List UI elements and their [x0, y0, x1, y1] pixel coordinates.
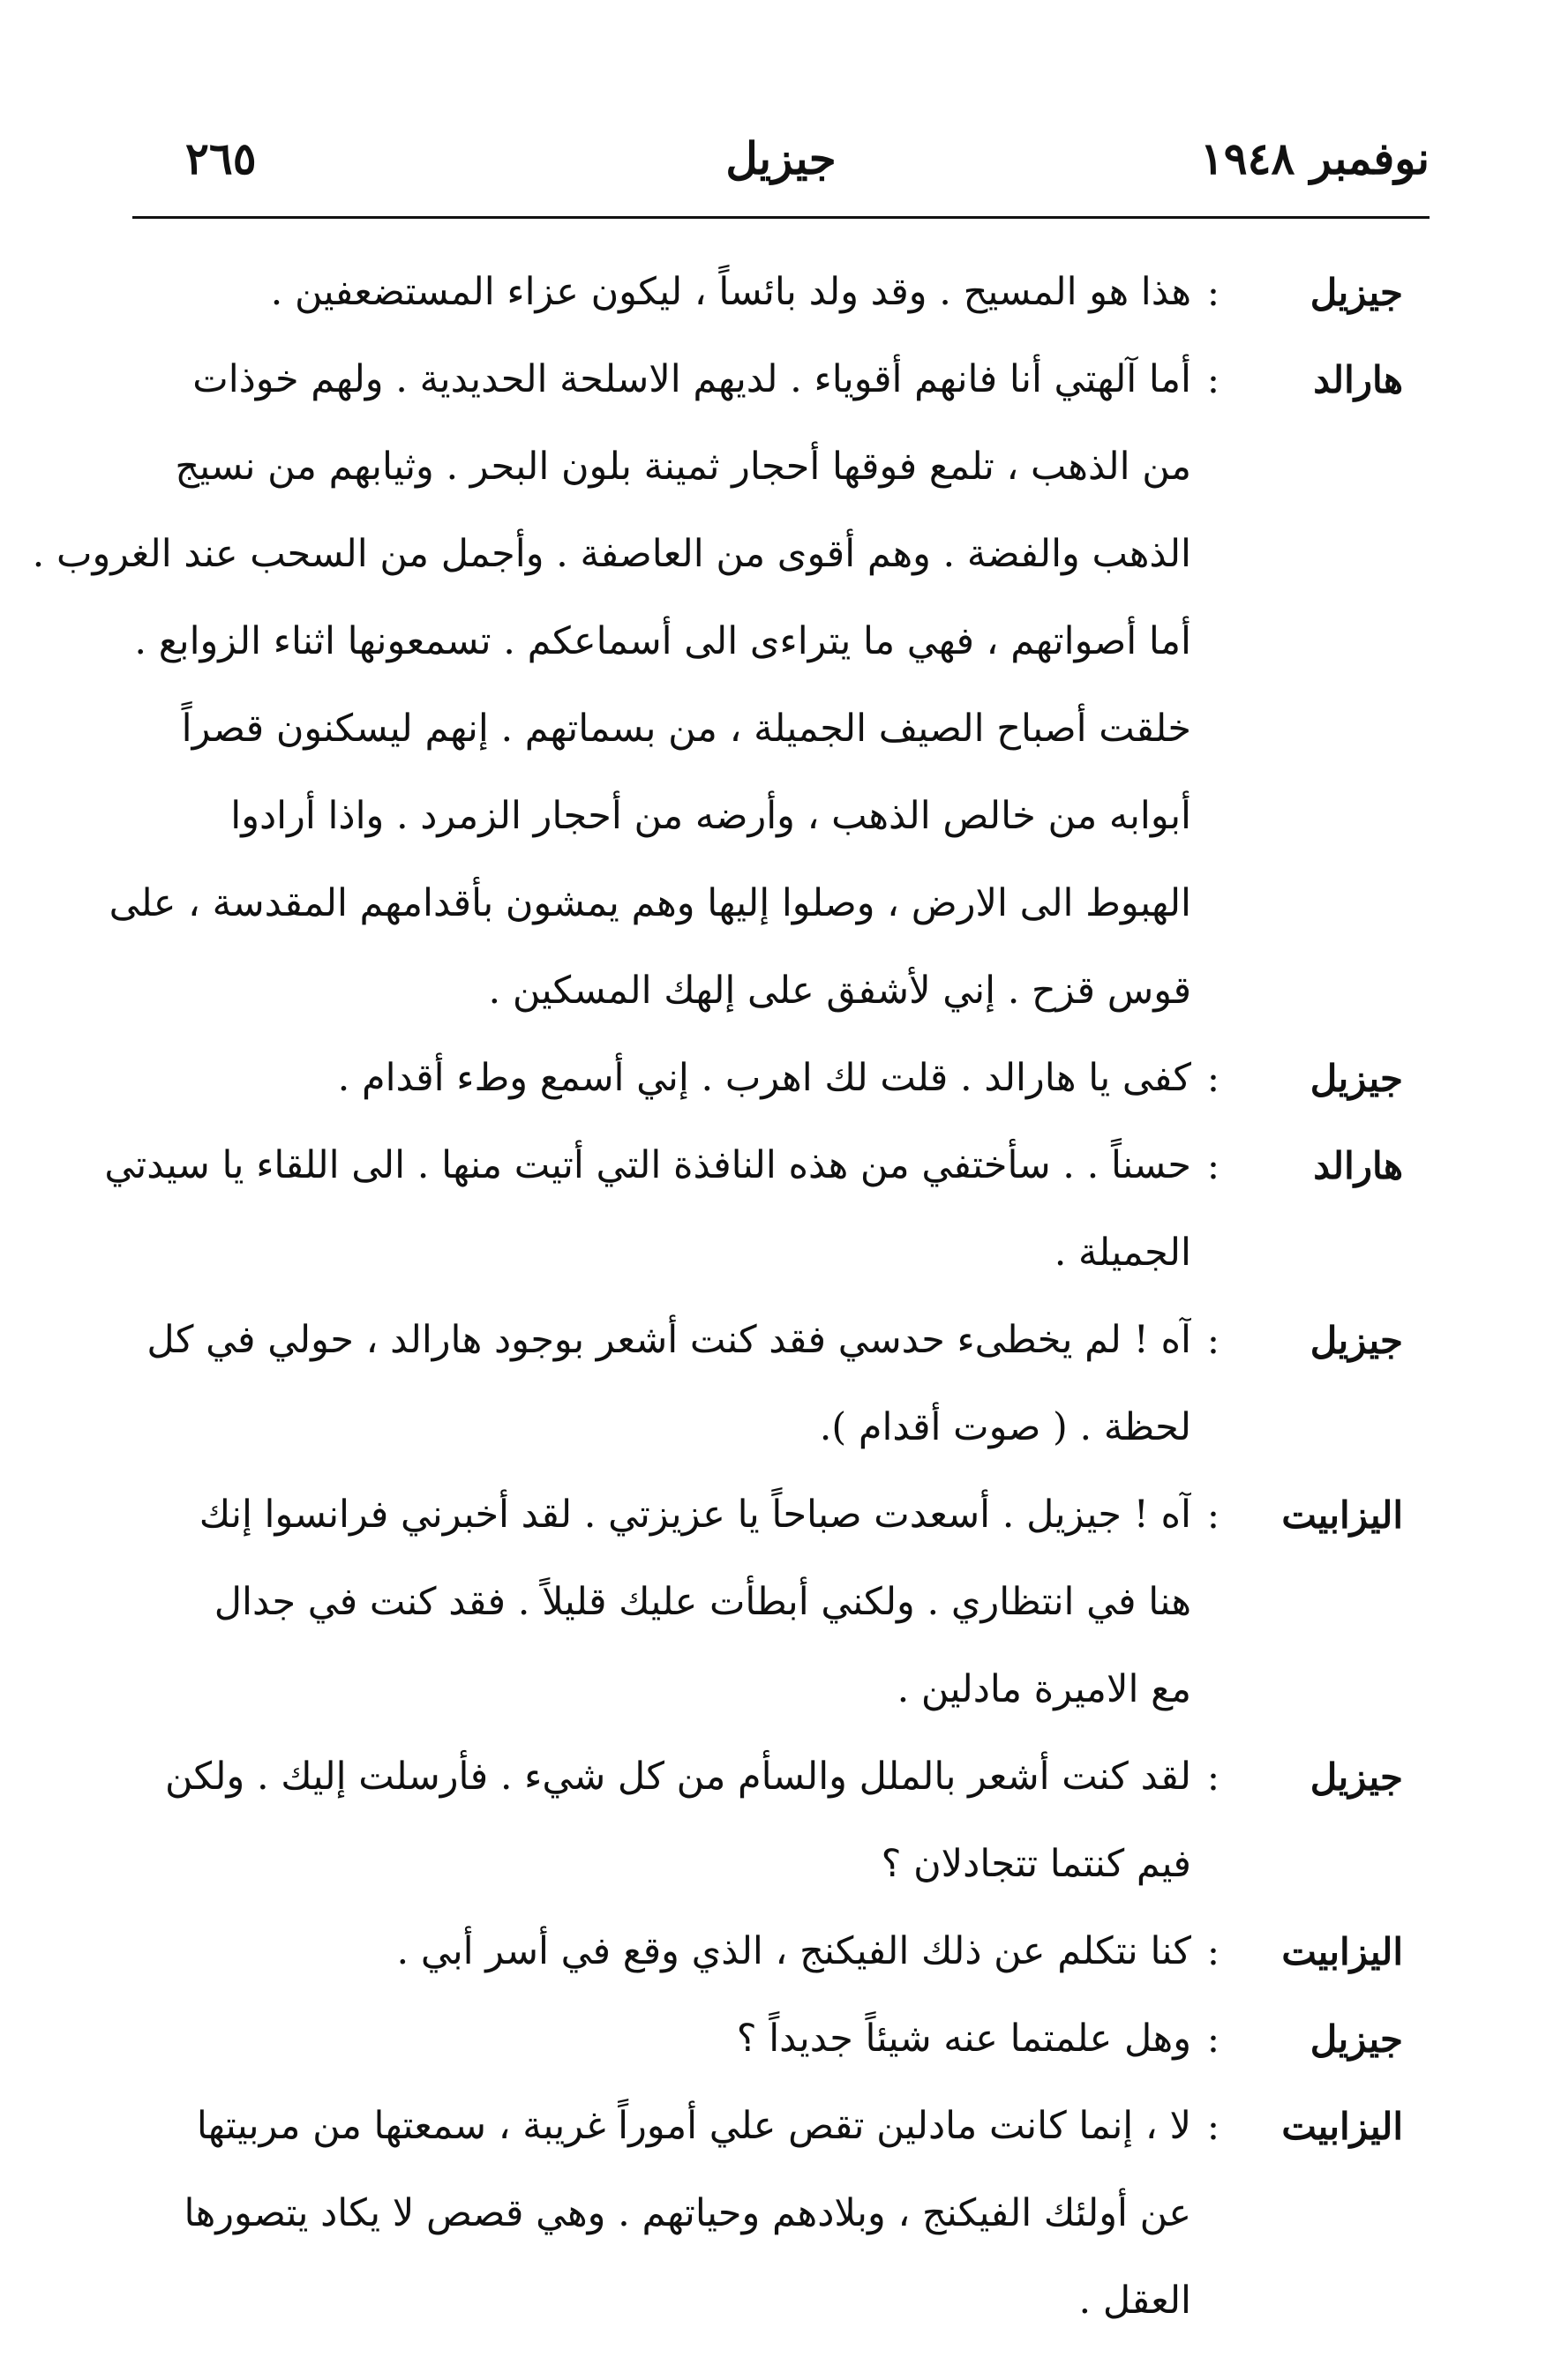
speech-line: حسناً . . سأختفي من هذه النافذة التي أتيت منها . الى اللقاء يا سيدتي — [104, 1143, 1191, 1187]
header-date: نوفمبر ١٩٤٨ — [1199, 132, 1430, 184]
speaker-colon: : — [1206, 1057, 1220, 1100]
speaker-colon: : — [1206, 1930, 1220, 1973]
dialogue-entry — [115, 1471, 1403, 1733]
speech-line: لقد كنت أشعر بالملل والسأم من كل شيء . فأرسلت إليك . ولكن — [164, 1755, 1191, 1799]
speech-line: لحظة . ( صوت أقدام ). — [819, 1405, 1191, 1449]
speech-line: أبوابه من خالص الذهب ، وأرضه من أحجار الزمرد . واذا أرادوا — [230, 794, 1191, 838]
speech-line: مع الاميرة مادلين . — [897, 1667, 1191, 1711]
speech-text — [115, 1035, 1191, 1122]
speaker-colon: : — [1206, 1319, 1220, 1362]
dialogue-entry — [115, 1733, 1403, 1908]
speaker-name: جيزيل — [1310, 271, 1403, 314]
speaker-name: اليزابيت — [1281, 2105, 1403, 2148]
speech-text — [115, 2083, 1191, 2345]
speaker-colon: : — [1206, 358, 1220, 401]
speech-text — [33, 336, 1191, 1035]
speaker-name: جيزيل — [1310, 2017, 1403, 2061]
speech-line: آه ! جيزيل . أسعدت صباحاً يا عزيزتي . لقد أخبرني فرانسوا إنك — [199, 1493, 1191, 1537]
speech-line: من الذهب ، تلمع فوقها أحجار ثمينة بلون البحر . وثيابهم من نسيج — [175, 445, 1191, 489]
speech-text — [115, 249, 1191, 336]
speaker-colon: : — [1206, 2017, 1220, 2061]
running-header — [132, 132, 1430, 203]
speech-text — [115, 1471, 1191, 1733]
speech-text — [115, 1995, 1191, 2083]
speaker-name: جيزيل — [1310, 1755, 1403, 1799]
dialogue-entry — [32, 336, 1403, 1035]
dialogue-body — [32, 249, 1403, 2345]
dialogue-entry — [115, 1995, 1403, 2083]
dialogue-entry — [104, 1122, 1403, 1297]
speech-line: لا ، إنما كانت مادلين تقص علي أموراً غريبة ، سمعتها من مربيتها — [196, 2104, 1191, 2148]
speech-line: كفى يا هارالد . قلت لك اهرب . إني أسمع وطء أقدام . — [337, 1056, 1191, 1100]
speech-line: أما آلهتي أنا فانهم أقوياء . لديهم الاسلحة الحديدية . ولهم خوذات — [192, 357, 1191, 401]
speech-line: قوس قزح . إني لأشفق على إلهك المسكين . — [488, 969, 1191, 1013]
speech-line: وهل علمتما عنه شيئاً جديداً ؟ — [736, 2017, 1191, 2061]
speech-line: فيم كنتما تتجادلان ؟ — [881, 1842, 1191, 1886]
speaker-name: هارالد — [1313, 1144, 1403, 1187]
speech-text — [104, 1122, 1191, 1297]
speaker-name: جيزيل — [1310, 1057, 1403, 1100]
dialogue-entry — [115, 1297, 1403, 1471]
speech-line: هنا في انتظاري . ولكني أبطأت عليك قليلاً . فقد كنت في جدال — [214, 1580, 1191, 1624]
speaker-name: جيزيل — [1310, 1319, 1403, 1362]
speaker-name: اليزابيت — [1281, 1493, 1403, 1537]
speech-text — [115, 1297, 1191, 1471]
speech-line: العقل . — [1078, 2279, 1191, 2323]
speech-line: الذهب والفضة . وهم أقوى من العاصفة . وأجمل من السحب عند الغروب . — [32, 532, 1191, 576]
speech-line: الهبوط الى الارض ، وصلوا إليها وهم يمشون بأقدامهم المقدسة ، على — [109, 881, 1191, 925]
speech-text — [115, 1733, 1191, 1908]
page-number: ٢٦٥ — [185, 132, 257, 184]
speaker-colon: : — [1206, 1755, 1220, 1799]
speech-line: خلقت أصباح الصيف الجميلة ، من بسماتهم . إنهم ليسكنون قصراً — [181, 707, 1191, 751]
dialogue-entry — [115, 1035, 1403, 1122]
speaker-colon: : — [1206, 2105, 1220, 2148]
speaker-name: هارالد — [1313, 358, 1403, 401]
speaker-colon: : — [1206, 1493, 1220, 1537]
speech-text — [115, 1908, 1191, 1995]
header-rule — [132, 216, 1430, 219]
header-title: جيزيل — [725, 132, 837, 184]
speaker-name: اليزابيت — [1281, 1930, 1403, 1973]
speech-line: كنا نتكلم عن ذلك الفيكنج ، الذي وقع في أسر أبي . — [396, 1929, 1191, 1973]
dialogue-entry — [115, 1908, 1403, 1995]
speaker-colon: : — [1206, 271, 1220, 314]
speaker-colon: : — [1206, 1144, 1220, 1187]
dialogue-entry — [115, 249, 1403, 336]
speech-line: آه ! لم يخطىء حدسي فقد كنت أشعر بوجود هارالد ، حولي في كل — [146, 1318, 1191, 1362]
speech-line: أما أصواتهم ، فهي ما يتراءى الى أسماعكم . تسمعونها اثناء الزوابع . — [134, 619, 1191, 663]
dialogue-entry — [115, 2083, 1403, 2345]
speech-line: عن أولئك الفيكنج ، وبلادهم وحياتهم . وهي قصص لا يكاد يتصورها — [184, 2191, 1191, 2235]
speech-line: الجميلة . — [1054, 1231, 1191, 1275]
speech-line: هذا هو المسيح . وقد ولد بائساً ، ليكون عزاء المستضعفين . — [270, 270, 1191, 314]
